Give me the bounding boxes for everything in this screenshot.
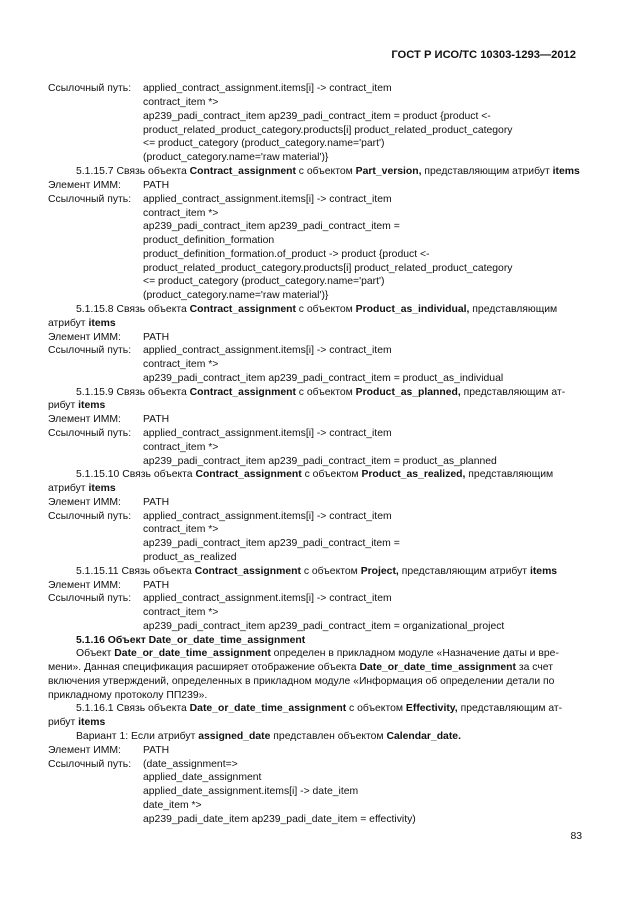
section-heading-cont: атрибут items [48,318,116,329]
page-number: 83 [570,831,582,842]
ref-path-line: ap239_padi_contract_item ap239_padi_contract_item = product {product <- [143,111,491,122]
ref-path-line: applied_contract_assignment.items[i] -> contract_item [143,511,392,522]
section-heading-cont: рибут items [48,400,106,411]
ref-path-line: (date_assignment=> [143,759,238,770]
ref-path-line: product_related_product_category.products[i] product_related_product_category [143,125,513,136]
ref-path-line: contract_item *> [143,359,219,370]
ref-path-line: applied_date_assignment [143,772,262,783]
section-heading-5-1-15-7: 5.1.15.7 Связь объекта Contract_assignment с объектом Part_version, представляющим атрибут items [76,166,580,177]
aim-element-value: PATH [143,414,170,425]
ref-path-line: product_related_product_category.products[i] product_related_product_category [143,263,513,274]
ref-path-line: applied_date_assignment.items[i] -> date_item [143,786,359,797]
aim-element-label: Элемент ИММ: [48,497,121,508]
ref-path-line: (product_category.name='raw material')} [143,290,329,301]
paragraph-line: мени». Данная спецификация расширяет отображение объекта Date_or_date_time_assignment за счет [48,662,553,673]
ref-path-line: product_definition_formation [143,235,275,246]
ref-path-line: <= product_category (product_category.name='part') [143,276,385,287]
ref-path-line: applied_contract_assignment.items[i] -> contract_item [143,345,392,356]
ref-path-line: applied_contract_assignment.items[i] -> contract_item [143,83,392,94]
ref-path-line: ap239_padi_contract_item ap239_padi_contract_item = [143,221,400,232]
section-heading-cont: атрибут items [48,483,116,494]
aim-element-value: PATH [143,180,170,191]
aim-element-label: Элемент ИММ: [48,332,121,343]
variant-line: Вариант 1: Если атрибут assigned_date представлен объектом Calendar_date. [76,731,461,742]
section-heading-5-1-15-11: 5.1.15.11 Связь объекта Contract_assignment с объектом Project, представляющим атрибут items [76,566,558,577]
aim-element-value: PATH [143,332,170,343]
ref-path-line: ap239_padi_contract_item ap239_padi_contract_item = product_as_individual [143,373,504,384]
aim-element-value: PATH [143,580,170,591]
ref-path-label: Ссылочный путь: [48,759,132,770]
aim-element-label: Элемент ИММ: [48,580,121,591]
section-heading-5-1-15-8: 5.1.15.8 Связь объекта Contract_assignment с объектом Product_as_individual, представляющим [76,304,558,315]
ref-path-line: ap239_padi_contract_item ap239_padi_contract_item = product_as_planned [143,456,497,467]
page-header: ГОСТ Р ИСО/ТС 10303-1293—2012 [391,49,576,61]
ref-path-line: ap239_padi_date_item ap239_padi_date_item = effectivity) [143,814,416,825]
section-heading-5-1-15-9: 5.1.15.9 Связь объекта Contract_assignment с объектом Product_as_planned, представляющим ат- [76,387,566,398]
ref-path-line: contract_item *> [143,208,219,219]
section-heading-cont: рибут items [48,717,106,728]
paragraph-line: Объект Date_or_date_time_assignment определен в прикладном модуле «Назначение даты и вре- [76,648,559,659]
ref-path-line: contract_item *> [143,442,219,453]
ref-path-label: Ссылочный путь: [48,194,132,205]
paragraph-line: прикладному протоколу ПП239». [48,690,208,701]
ref-path-line: contract_item *> [143,524,219,535]
aim-element-label: Элемент ИММ: [48,414,121,425]
ref-path-line: <= product_category (product_category.name='part') [143,138,385,149]
ref-path-label: Ссылочный путь: [48,511,132,522]
aim-element-label: Элемент ИММ: [48,745,121,756]
ref-path-label: Ссылочный путь: [48,345,132,356]
aim-element-label: Элемент ИММ: [48,180,121,191]
ref-path-line: product_as_realized [143,552,237,563]
ref-path-line: contract_item *> [143,607,219,618]
ref-path-line: ap239_padi_contract_item ap239_padi_contract_item = organizational_project [143,621,505,632]
aim-element-value: PATH [143,745,170,756]
ref-path-line: applied_contract_assignment.items[i] -> contract_item [143,428,392,439]
ref-path-line: (product_category.name='raw material')} [143,152,329,163]
ref-path-line: ap239_padi_contract_item ap239_padi_contract_item = [143,538,400,549]
ref-path-label: Ссылочный путь: [48,83,132,94]
section-heading-5-1-16-1: 5.1.16.1 Связь объекта Date_or_date_time_assignment с объектом Effectivity, представляющим ат- [76,703,563,714]
section-title-5-1-16: 5.1.16 Объект Date_or_date_time_assignment [76,635,306,646]
paragraph-line: включения утверждений, определенных в прикладном модуле «Информация об определении детали по [48,676,555,687]
ref-path-line: contract_item *> [143,97,219,108]
ref-path-label: Ссылочный путь: [48,593,132,604]
ref-path-line: product_definition_formation.of_product -> product {product <- [143,249,430,260]
ref-path-line: applied_contract_assignment.items[i] -> contract_item [143,593,392,604]
aim-element-value: PATH [143,497,170,508]
ref-path-line: date_item *> [143,800,202,811]
section-heading-5-1-15-10: 5.1.15.10 Связь объекта Contract_assignment с объектом Product_as_realized, представляющим [76,469,554,480]
ref-path-line: applied_contract_assignment.items[i] -> contract_item [143,194,392,205]
ref-path-label: Ссылочный путь: [48,428,132,439]
